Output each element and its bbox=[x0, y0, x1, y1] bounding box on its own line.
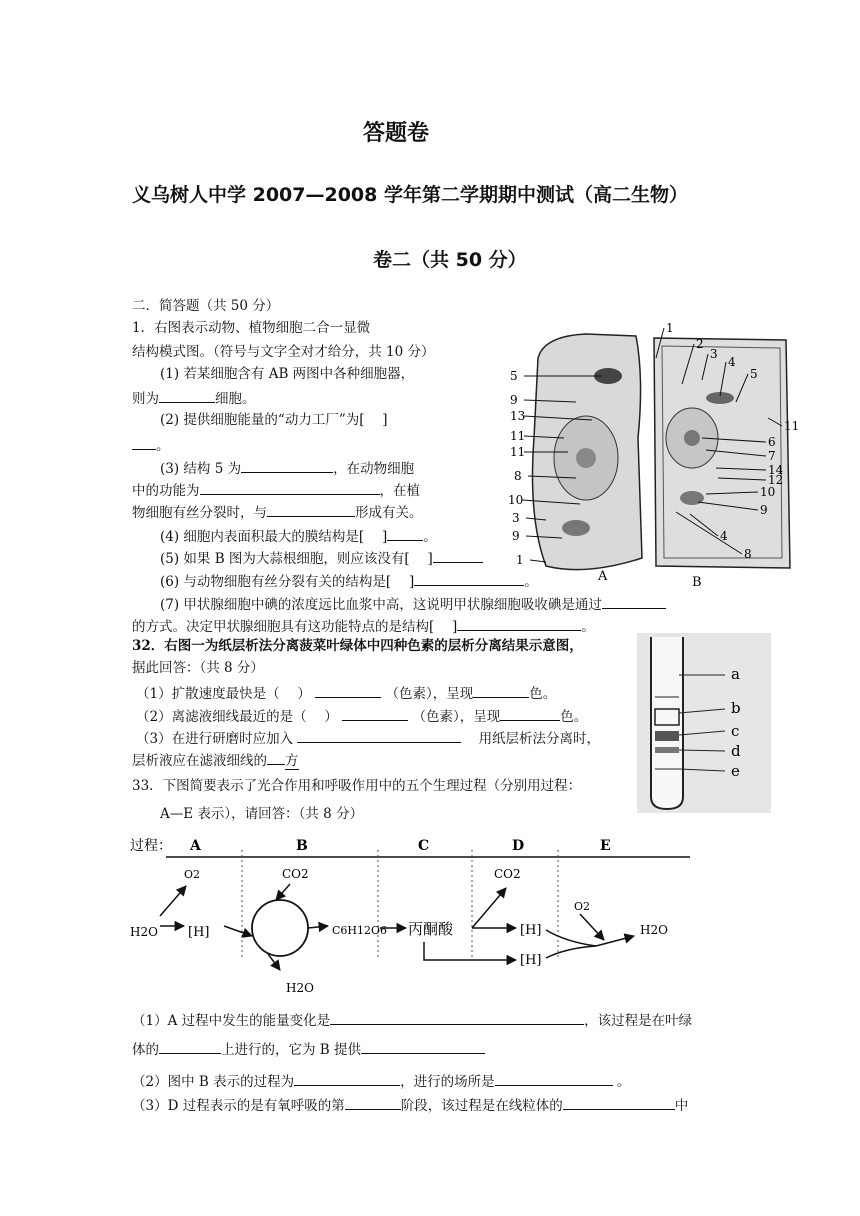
cell-label-right-0: 1 bbox=[666, 321, 674, 335]
q32-s1-blank-2[interactable] bbox=[473, 685, 529, 698]
cell-label-right-1: 2 bbox=[696, 337, 704, 351]
q33-intro-1: 33．下图简要表示了光合作用和呼吸作用中的五个生理过程（分别用过程： bbox=[132, 778, 582, 794]
answer-sheet-title: 答题卷 bbox=[363, 121, 430, 146]
cell-label-right-10: 10 bbox=[760, 485, 776, 499]
cell-label-left-4: 11 bbox=[510, 445, 526, 459]
q1-s3b: 中的功能为 ，在植 bbox=[132, 483, 420, 499]
band-label-c: c bbox=[731, 722, 740, 740]
e-h2o: H2O bbox=[640, 923, 668, 937]
q1-s3-blank-3[interactable] bbox=[267, 504, 355, 517]
band-label-d: d bbox=[731, 742, 741, 760]
q32-intro-2: 据此回答：（共 8 分） bbox=[132, 660, 264, 676]
q33-a2-blank-2[interactable] bbox=[495, 1073, 613, 1086]
exam-subtitle: 义乌树人中学 2007—2008 学年第二学期期中测试（高二生物） bbox=[132, 184, 688, 206]
cell-label-left-3: 11 bbox=[510, 429, 526, 443]
band-label-a: a bbox=[731, 665, 740, 683]
q1-s2b: 。 bbox=[132, 437, 170, 454]
cell-structure-figure bbox=[506, 318, 806, 590]
cell-label-right-9: 12 bbox=[768, 473, 784, 487]
q33-a1b: 体的 上进行的，它为 B 提供 bbox=[132, 1041, 485, 1058]
q32-s3-blank[interactable] bbox=[297, 730, 461, 743]
figure-caption-a: A bbox=[598, 569, 608, 584]
d-co2: CO2 bbox=[494, 867, 521, 881]
q33-a3: （3）D 过程表示的是有氧呼吸的第 阶段，该过程是在线粒体的 中 bbox=[132, 1098, 689, 1114]
cell-label-right-7: 7 bbox=[768, 449, 776, 463]
d-h-1: [H] bbox=[520, 923, 542, 938]
q1-s4: (4) 细胞内表面积最大的膜结构是[ ] 。 bbox=[160, 529, 437, 545]
a-o2: O2 bbox=[184, 868, 201, 881]
q33-a2-blank-1[interactable] bbox=[294, 1073, 400, 1086]
q1-s2a: (2) 提供细胞能量的“动力工厂”为[ ] bbox=[160, 412, 388, 428]
q1-s5-blank[interactable] bbox=[433, 550, 483, 563]
q33-a1: （1）A 过程中发生的能量变化是 ，该过程是在叶绿 bbox=[132, 1013, 693, 1029]
q1-s3-blank-1[interactable] bbox=[241, 460, 333, 473]
cell-label-right-6: 6 bbox=[768, 435, 776, 449]
band-label-e: e bbox=[731, 762, 740, 780]
q32-s2-blank-2[interactable] bbox=[500, 708, 560, 721]
cell-label-right-4: 5 bbox=[750, 367, 758, 381]
cell-label-left-6: 10 bbox=[508, 493, 524, 507]
band-label-b: b bbox=[731, 699, 741, 717]
cell-label-right-13: 4 bbox=[720, 529, 728, 543]
chromatography-figure bbox=[637, 633, 771, 813]
q32-s3: （3）在进行研磨时应加入 用纸层析法分离时， bbox=[136, 731, 601, 747]
stage-e: E bbox=[600, 838, 611, 854]
q1-s7b: 的方式。决定甲状腺细胞具有这功能特点的是结构[ ] 。 bbox=[132, 619, 595, 635]
q32-s2: （2）离滤液细线最近的是（ ） （色素），呈现 色。 bbox=[136, 709, 588, 725]
a-h2o: H2O bbox=[130, 925, 158, 939]
a-h: [H] bbox=[188, 925, 210, 940]
q33-a1-blank-3[interactable] bbox=[361, 1041, 485, 1054]
q1-s7-blank-2[interactable] bbox=[457, 618, 581, 631]
q32-s1-blank-1[interactable] bbox=[315, 685, 381, 698]
cell-label-left-9: 1 bbox=[516, 553, 524, 567]
q1-s5: (5) 如果 B 图为大蒜根细胞，则应该没有[ ] bbox=[160, 550, 483, 567]
b-h2o: H2O bbox=[286, 981, 314, 995]
q1-s1-blank[interactable] bbox=[159, 390, 215, 403]
b-co2: CO2 bbox=[282, 867, 309, 881]
stage-b: B bbox=[296, 838, 308, 854]
cell-label-left-7: 3 bbox=[512, 511, 520, 525]
cell-label-right-3: 4 bbox=[728, 355, 736, 369]
process-diagram bbox=[126, 830, 706, 1002]
q1-s7a: (7) 甲状腺细胞中碘的浓度远比血浆中高，这说明甲状腺细胞吸收碘是通过 bbox=[160, 596, 666, 613]
q33-a3-blank-1[interactable] bbox=[345, 1097, 401, 1110]
q1-s4-blank[interactable] bbox=[387, 528, 423, 541]
cell-label-left-2: 13 bbox=[510, 409, 526, 423]
q32-s3b-fill: 方 bbox=[285, 753, 299, 769]
q32-s2-blank-1[interactable] bbox=[342, 708, 408, 721]
q1-s3-blank-2[interactable] bbox=[200, 482, 380, 495]
cell-label-left-1: 9 bbox=[510, 393, 518, 407]
q32-s1: （1）扩散速度最快是（ ） （色素），呈现 色。 bbox=[136, 686, 557, 702]
e-o2: O2 bbox=[574, 900, 591, 913]
q1-s1b: 则为 细胞。 bbox=[132, 391, 256, 407]
q1-s1a: (1) 若某细胞含有 AB 两图中各种细胞器， bbox=[160, 366, 415, 382]
q33-a2: （2）图中 B 表示的过程为 ，进行的场所是 。 bbox=[132, 1074, 631, 1090]
q1-s7-blank-1[interactable] bbox=[602, 596, 666, 609]
stage-d: D bbox=[512, 838, 525, 854]
q33-intro-2: A—E 表示），请回答：（共 8 分） bbox=[160, 806, 364, 822]
cell-label-left-0: 5 bbox=[510, 369, 518, 383]
b-glucose: C6H12O6 bbox=[332, 924, 388, 937]
q1-s3c: 物细胞有丝分裂时，与 形成有关。 bbox=[132, 505, 423, 521]
q32-intro-1: 32．右图一为纸层析法分离菠菜叶绿体中四种色素的层析分离结果示意图， bbox=[132, 638, 583, 654]
stage-a: A bbox=[190, 838, 201, 854]
part-title: 卷二（共 50 分） bbox=[373, 249, 527, 271]
q33-a1-blank-2[interactable] bbox=[159, 1041, 221, 1054]
q1-s6: (6) 与动物细胞有丝分裂有关的结构是[ ] 。 bbox=[160, 574, 538, 590]
stage-c: C bbox=[418, 838, 430, 854]
cell-label-right-2: 3 bbox=[710, 347, 718, 361]
q32-s3b: 层析液应在滤液细线的 方 bbox=[132, 753, 299, 769]
q33-a3-blank-2[interactable] bbox=[563, 1097, 675, 1110]
cell-label-right-12: 8 bbox=[744, 547, 752, 561]
d-h-2: [H] bbox=[520, 953, 542, 968]
q1-intro-2: 结构模式图。（符号与文字全对才给分，共 10 分） bbox=[132, 344, 435, 360]
cell-label-right-5: 11 bbox=[784, 419, 800, 433]
c-pyruvate: 丙酮酸 bbox=[408, 920, 454, 938]
cell-label-left-8: 9 bbox=[512, 529, 520, 543]
figure-caption-b: B bbox=[692, 575, 702, 590]
q33-a1-blank-1[interactable] bbox=[330, 1012, 584, 1025]
cell-label-left-5: 8 bbox=[514, 469, 522, 483]
cell-label-right-11: 9 bbox=[760, 503, 768, 517]
q1-intro-1: 1．右图表示动物、植物细胞二合一显微 bbox=[132, 320, 371, 336]
cell-label-right-8: 14 bbox=[768, 463, 784, 477]
q1-s2-blank[interactable] bbox=[132, 437, 156, 450]
section-title: 二．简答题（共 50 分） bbox=[132, 298, 280, 314]
process-label: 过程： bbox=[130, 838, 172, 854]
q1-s3a: (3) 结构 5 为 ，在动物细胞 bbox=[160, 461, 415, 477]
